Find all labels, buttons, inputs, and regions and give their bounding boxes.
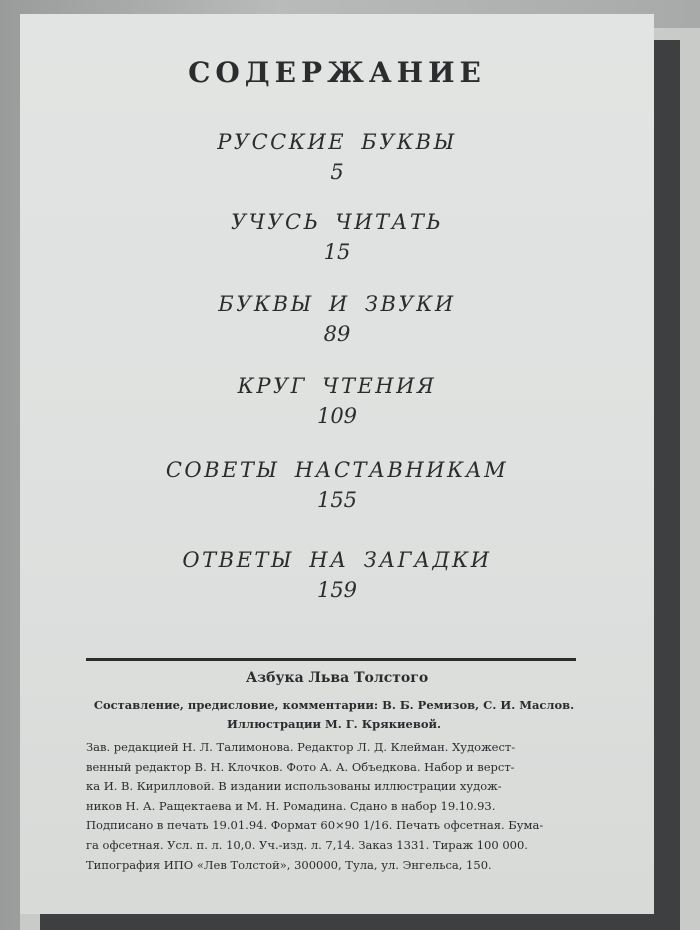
toc-entry bbox=[20, 374, 654, 428]
imprint-line: Подписано в печать 19.01.94. Формат 60×90 1/16. Печать офсетная. Бума- bbox=[86, 818, 544, 833]
imprint-line: венный редактор В. Н. Клочков. Фото А. А. Объедкова. Набор и верст- bbox=[86, 759, 515, 774]
toc-entry-label: УЧУСЬ ЧИТАТЬ bbox=[230, 210, 444, 234]
imprint-line: Типография ИПО «Лев Толстой», 300000, Тула, ул. Энгельса, 150. bbox=[86, 857, 492, 872]
toc-entry bbox=[20, 210, 654, 264]
imprint bbox=[86, 738, 582, 875]
toc-entry-label: СОВЕТЫ НАСТАВНИКАМ bbox=[165, 458, 509, 482]
toc-entry-label: БУКВЫ И ЗВУКИ bbox=[218, 292, 456, 316]
credits-line: Иллюстрации М. Г. Крякиевой. bbox=[226, 717, 442, 731]
table-of-contents bbox=[20, 14, 654, 634]
book-page bbox=[20, 14, 654, 914]
toc-entry-page: 155 bbox=[316, 488, 358, 512]
book-title: Азбука Льва Толстого bbox=[245, 670, 429, 686]
toc-entry-label: РУССКИЕ БУКВЫ bbox=[217, 130, 457, 154]
toc-entry-page: 5 bbox=[330, 160, 344, 184]
toc-entry bbox=[20, 130, 654, 184]
imprint-line: ников Н. А. Ращектаева и М. Н. Ромадина. Сдано в набор 19.10.93. bbox=[86, 798, 496, 813]
imprint-line: ка И. В. Кирилловой. В издании использованы иллюстрации худож- bbox=[86, 779, 502, 794]
toc-entry bbox=[20, 292, 654, 346]
toc-entry bbox=[20, 458, 654, 512]
toc-entry-page: 109 bbox=[316, 404, 358, 428]
toc-entry-page: 15 bbox=[323, 240, 351, 264]
credits-line: Составление, предисловие, комментарии: В. Б. Ремизов, С. И. Маслов. bbox=[93, 698, 575, 712]
toc-entry-page: 159 bbox=[316, 578, 358, 602]
imprint-line: га офсетная. Усл. п. л. 10,0. Уч.-изд. л. 7,14. Заказ 1331. Тираж 100 000. bbox=[86, 837, 528, 852]
imprint-line: Зав. редакцией Н. Л. Талимонова. Редактор Л. Д. Клейман. Художест- bbox=[86, 740, 516, 754]
toc-entry-label: КРУГ ЧТЕНИЯ bbox=[237, 374, 437, 398]
credits bbox=[84, 696, 584, 734]
page-title: СОДЕРЖАНИЕ bbox=[188, 56, 486, 89]
toc-entry-page: 89 bbox=[323, 322, 351, 346]
toc-entry bbox=[20, 548, 654, 602]
divider-rule bbox=[86, 658, 576, 661]
toc-entry-label: ОТВЕТЫ НА ЗАГАДКИ bbox=[182, 548, 492, 572]
